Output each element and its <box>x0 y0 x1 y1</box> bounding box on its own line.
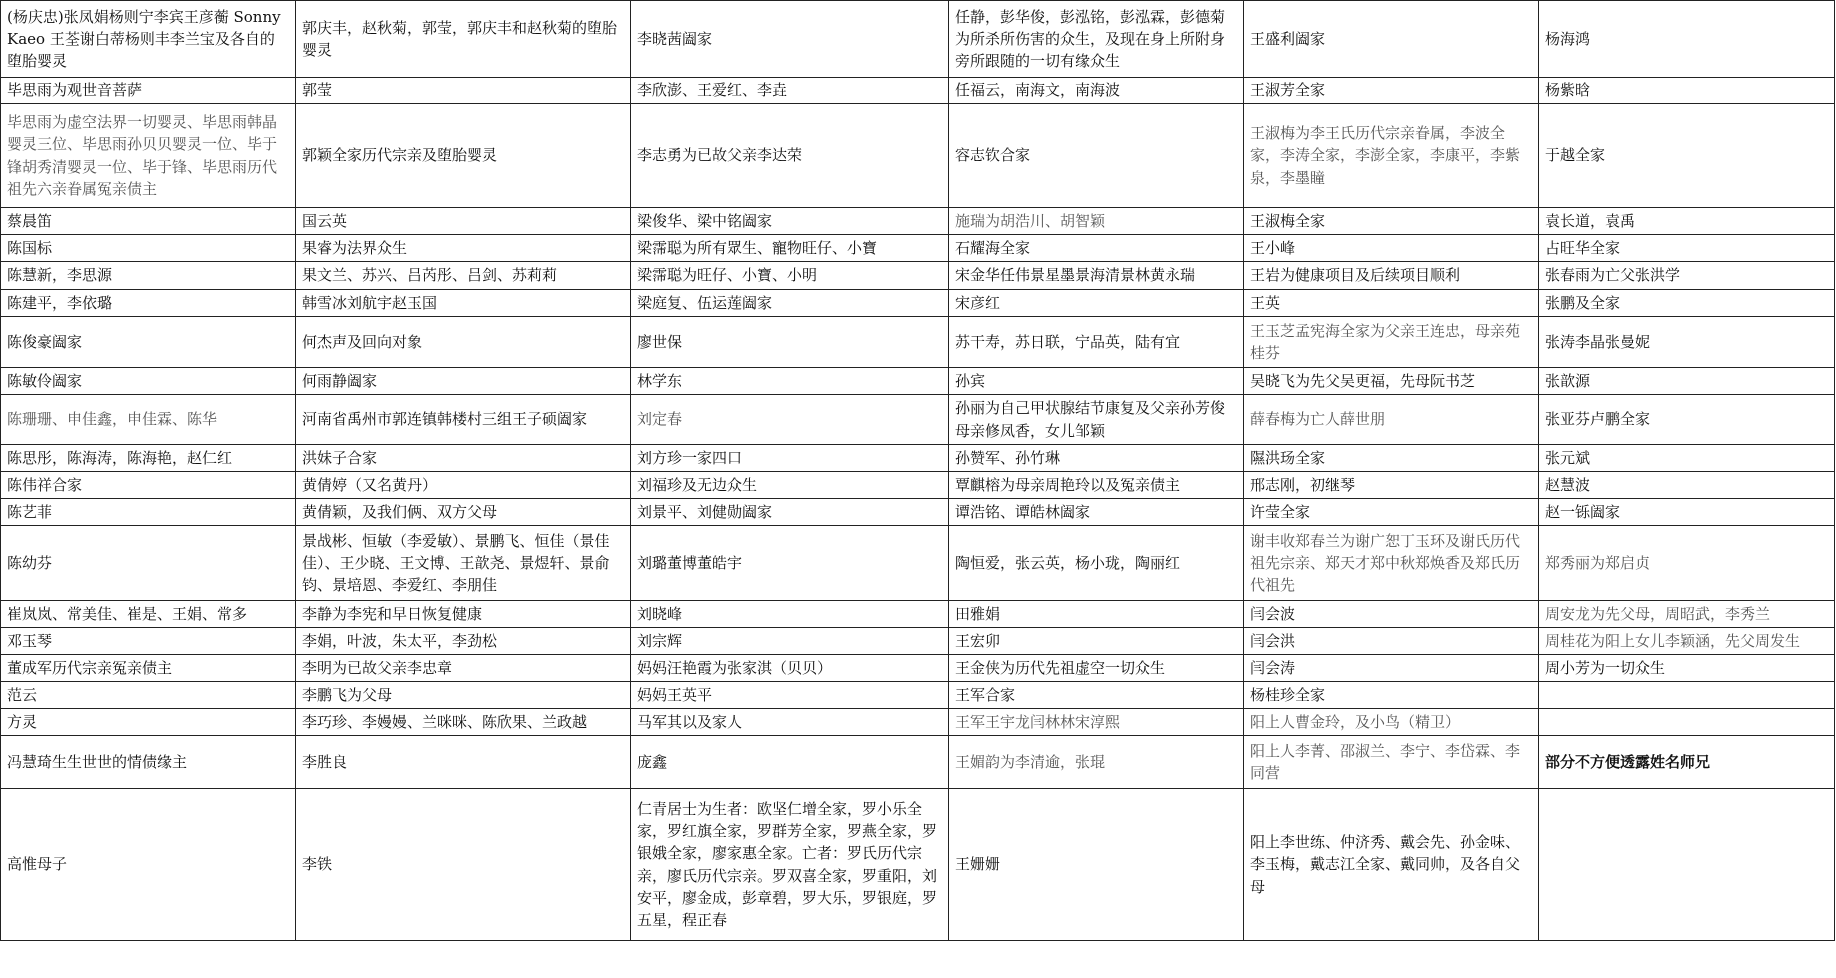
table-cell: 蔡晨笛 <box>1 208 296 235</box>
table-cell: 阳上李世练、仲济秀、戴会先、孙金味、李玉梅，戴志江全家、戴同帅，及各自父母 <box>1244 789 1539 941</box>
table-cell: 国云英 <box>296 208 631 235</box>
table-row <box>1 317 1835 368</box>
table-cell: 李晓茜阖家 <box>631 1 949 78</box>
table-cell: 任静，彭华俊，彭泓铭，彭泓霖，彭德菊为所杀所伤害的众生，及现在身上所附身旁所跟随的一切有缘众生 <box>949 1 1244 78</box>
table-row <box>1 235 1835 262</box>
table-row <box>1 262 1835 290</box>
table-row <box>1 526 1835 601</box>
table-cell: 妈妈王英平 <box>631 682 949 709</box>
table-cell: 李鹏飞为父母 <box>296 682 631 709</box>
table-row <box>1 208 1835 235</box>
table-cell: 覃麒榕为母亲周艳玲以及冤亲债主 <box>949 472 1244 499</box>
table-cell: 闫会洪 <box>1244 628 1539 655</box>
table-cell: 陈慧新，李思源 <box>1 262 296 290</box>
table-cell: 袁长道，袁禹 <box>1539 208 1835 235</box>
table-cell: 仁青居士为生者：欧坚仁增全家，罗小乐全家，罗红旗全家，罗群芳全家，罗燕全家，罗银娥全家，廖家惠全家。亡者：罗氏历代宗亲，廖氏历代宗亲。罗双喜全家，罗重阳，刘安平，廖金成，彭章碧，罗大乐，罗银庭，罗五星，程正春 <box>631 789 949 941</box>
table-cell: 王军王宇龙闫林林宋淳熙 <box>949 709 1244 736</box>
table-cell: 石耀海全家 <box>949 235 1244 262</box>
table-cell: 王英 <box>1244 290 1539 317</box>
table-row <box>1 709 1835 736</box>
table-cell: 杨桂珍全家 <box>1244 682 1539 709</box>
table-cell: 王宏卯 <box>949 628 1244 655</box>
table-cell: 阳上人曹金玲，及小鸟（精卫） <box>1244 709 1539 736</box>
table-cell: 范云 <box>1 682 296 709</box>
table-row <box>1 499 1835 526</box>
table-cell: 王小峰 <box>1244 235 1539 262</box>
table-cell: 杨海鸿 <box>1539 1 1835 78</box>
table-cell: 廖世保 <box>631 317 949 368</box>
table-cell: 赵慧波 <box>1539 472 1835 499</box>
table-cell <box>1539 682 1835 709</box>
table-cell: 谭浩铭、谭皓林阖家 <box>949 499 1244 526</box>
table-cell: 郭庆丰，赵秋菊，郭莹，郭庆丰和赵秋菊的堕胎婴灵 <box>296 1 631 78</box>
table-row <box>1 601 1835 628</box>
table-cell: 容志钦合家 <box>949 104 1244 208</box>
table-cell: 杨紫晗 <box>1539 78 1835 104</box>
table-cell: 崔岚岚、常美佳、崔是、王娟、常多 <box>1 601 296 628</box>
table-cell: 吴晓飞为先父吴更福，先母阮书芝 <box>1244 368 1539 395</box>
table-cell: 陈思彤，陈海涛，陈海艳，赵仁红 <box>1 445 296 472</box>
table-row <box>1 290 1835 317</box>
table-row <box>1 628 1835 655</box>
table-cell: 任福云，南海文，南海波 <box>949 78 1244 104</box>
table-cell: 黄倩颖，及我们俩、双方父母 <box>296 499 631 526</box>
table-cell: 张亚芬卢鹏全家 <box>1539 395 1835 445</box>
table-cell: 黄倩婷（又名黄丹） <box>296 472 631 499</box>
table-cell: 郭颖全家历代宗亲及堕胎婴灵 <box>296 104 631 208</box>
table-row <box>1 104 1835 208</box>
table-cell: 妈妈汪艳霞为张家淇（贝贝） <box>631 655 949 682</box>
table-cell: 闫会涛 <box>1244 655 1539 682</box>
table-row <box>1 682 1835 709</box>
table-cell: 王岩为健康项目及后续项目顺利 <box>1244 262 1539 290</box>
table-cell: 果文兰、苏兴、吕芮彤、吕剑、苏莉莉 <box>296 262 631 290</box>
table-cell: 陈敏伶阖家 <box>1 368 296 395</box>
table-cell: 王盛利阖家 <box>1244 1 1539 78</box>
table-cell: 河南省禹州市郭连镇韩楼村三组王子硕阖家 <box>296 395 631 445</box>
table-cell: 陈国标 <box>1 235 296 262</box>
table-cell: 孙赞军、孙竹琳 <box>949 445 1244 472</box>
table-cell: 部分不方便透露姓名师兄 <box>1539 736 1835 789</box>
table-cell: 何雨静阖家 <box>296 368 631 395</box>
table-cell: 李胜良 <box>296 736 631 789</box>
table-cell: 张涛李晶张曼妮 <box>1539 317 1835 368</box>
table-cell: 李静为李宪和早日恢复健康 <box>296 601 631 628</box>
table-cell: 陈幼芬 <box>1 526 296 601</box>
table-cell: 陈艺菲 <box>1 499 296 526</box>
table-cell: 陈伟祥合家 <box>1 472 296 499</box>
table-cell: 谢丰收郑春兰为谢广恕丁玉环及谢氏历代祖先宗亲、郑天才郑中秋郑焕香及郑氏历代祖先 <box>1244 526 1539 601</box>
table-cell: 隰洪玚全家 <box>1244 445 1539 472</box>
table-cell: (杨庆忠)张凤娟杨则宁李宾王彦蘅 Sonny Kaeo 王荃谢白蒂杨则丰李兰宝及各自的堕胎婴灵 <box>1 1 296 78</box>
table-cell: 邓玉琴 <box>1 628 296 655</box>
table-cell: 刘景平、刘健勋阖家 <box>631 499 949 526</box>
table-cell: 王淑梅为李王氏历代宗亲眷属，李波全家，李涛全家，李澎全家，李康平，李紫泉，李墨瞳 <box>1244 104 1539 208</box>
table-cell: 何杰声及回向对象 <box>296 317 631 368</box>
table-cell: 梁霈聪为所有眾生、寵物旺仔、小寶 <box>631 235 949 262</box>
table-cell: 毕思雨为观世音菩萨 <box>1 78 296 104</box>
table-cell: 陈珊珊、申佳鑫，申佳霖、陈华 <box>1 395 296 445</box>
table-cell: 梁俊华、梁中铭阖家 <box>631 208 949 235</box>
table-row <box>1 368 1835 395</box>
table-cell: 王金侠为历代先祖虚空一切众生 <box>949 655 1244 682</box>
table-cell: 王姗姗 <box>949 789 1244 941</box>
table-row <box>1 78 1835 104</box>
table-cell: 张元斌 <box>1539 445 1835 472</box>
table-cell: 张春雨为亡父张洪学 <box>1539 262 1835 290</box>
table-cell: 方灵 <box>1 709 296 736</box>
table-cell: 陶恒爱，张云英，杨小珑，陶丽红 <box>949 526 1244 601</box>
table-cell: 孙丽为自己甲状腺结节康复及父亲孙芳俊母亲修凤香，女儿邹颖 <box>949 395 1244 445</box>
table-cell: 王淑芳全家 <box>1244 78 1539 104</box>
table-row <box>1 395 1835 445</box>
table-cell: 张鹏及全家 <box>1539 290 1835 317</box>
table-cell: 周小芳为一切众生 <box>1539 655 1835 682</box>
table-cell: 周安龙为先父母，周昭武，李秀兰 <box>1539 601 1835 628</box>
table-cell: 韩雪冰刘航宇赵玉国 <box>296 290 631 317</box>
table-cell: 洪妹子合家 <box>296 445 631 472</box>
table-cell: 田雅娟 <box>949 601 1244 628</box>
table-cell: 梁庭复、伍运莲阖家 <box>631 290 949 317</box>
table-cell: 郑秀丽为郑启贞 <box>1539 526 1835 601</box>
table-cell: 张歆源 <box>1539 368 1835 395</box>
table-cell: 马军其以及家人 <box>631 709 949 736</box>
table-cell: 王军合家 <box>949 682 1244 709</box>
table-cell: 孙宾 <box>949 368 1244 395</box>
table-row <box>1 472 1835 499</box>
table-body <box>1 1 1835 941</box>
table-cell: 刘璐董博董皓宇 <box>631 526 949 601</box>
table-cell: 赵一铄阖家 <box>1539 499 1835 526</box>
table-cell: 周桂花为阳上女儿李颖涵，先父周发生 <box>1539 628 1835 655</box>
table-cell: 宋金华任伟景星墨景海清景林黄永瑞 <box>949 262 1244 290</box>
table-cell: 宋彦红 <box>949 290 1244 317</box>
table-cell: 李巧珍、李嫚嫚、兰咪咪、陈欣果、兰政越 <box>296 709 631 736</box>
table-cell: 董成军历代宗亲冤亲债主 <box>1 655 296 682</box>
table-cell: 果睿为法界众生 <box>296 235 631 262</box>
table-cell: 李明为已故父亲李忠章 <box>296 655 631 682</box>
table-cell: 邢志刚，初继琴 <box>1244 472 1539 499</box>
table-cell <box>1539 709 1835 736</box>
table-cell: 李娟，叶波，朱太平，李劲松 <box>296 628 631 655</box>
table-cell: 郭莹 <box>296 78 631 104</box>
table-row <box>1 445 1835 472</box>
table-cell: 刘晓峰 <box>631 601 949 628</box>
table-cell: 李铁 <box>296 789 631 941</box>
table-cell: 王玉芝孟宪海全家为父亲王连忠，母亲苑桂芬 <box>1244 317 1539 368</box>
table-cell: 刘定春 <box>631 395 949 445</box>
table-cell: 梁霈聪为旺仔、小寶、小明 <box>631 262 949 290</box>
table-cell: 占旺华全家 <box>1539 235 1835 262</box>
table-row <box>1 789 1835 941</box>
table-cell: 阳上人李菁、邵淑兰、李宁、李岱霖、李同营 <box>1244 736 1539 789</box>
table-cell: 陈俊豪阖家 <box>1 317 296 368</box>
table-cell: 毕思雨为虚空法界一切婴灵、毕思雨韩晶婴灵三位、毕思雨孙贝贝婴灵一位、毕于锋胡秀清婴灵一位、毕于锋、毕思雨历代祖先六亲眷属冤亲债主 <box>1 104 296 208</box>
table-row <box>1 736 1835 789</box>
table-cell <box>1539 789 1835 941</box>
table-cell: 景战彬、恒敏（李爱敏）、景鹏飞、恒佳（景佳佳）、王少晓、王文博、王歆尧、景煜轩、景俞钧、景培恩、李爱红、李朋佳 <box>296 526 631 601</box>
table-cell: 高惟母子 <box>1 789 296 941</box>
table-cell: 李欣澎、王爱红、李垚 <box>631 78 949 104</box>
table-cell: 薛春梅为亡人薛世朋 <box>1244 395 1539 445</box>
table-cell: 冯慧琦生生世世的情债缘主 <box>1 736 296 789</box>
table-cell: 刘方珍一家四口 <box>631 445 949 472</box>
table-cell: 王媚韵为李清逾，张琨 <box>949 736 1244 789</box>
table-row <box>1 655 1835 682</box>
table-cell: 陈建平，李依璐 <box>1 290 296 317</box>
table-cell: 林学东 <box>631 368 949 395</box>
table-cell: 施瑞为胡浩川、胡智颖 <box>949 208 1244 235</box>
table-cell: 于越全家 <box>1539 104 1835 208</box>
table-cell: 王淑梅全家 <box>1244 208 1539 235</box>
table-row <box>1 1 1835 78</box>
table-cell: 刘福珍及无边众生 <box>631 472 949 499</box>
table-cell: 刘宗辉 <box>631 628 949 655</box>
table-cell: 闫会波 <box>1244 601 1539 628</box>
table-cell: 李志勇为已故父亲李达荣 <box>631 104 949 208</box>
table-cell: 许莹全家 <box>1244 499 1539 526</box>
table-cell: 庞鑫 <box>631 736 949 789</box>
table-cell: 苏干寿，苏日联，宁品英，陆有宜 <box>949 317 1244 368</box>
